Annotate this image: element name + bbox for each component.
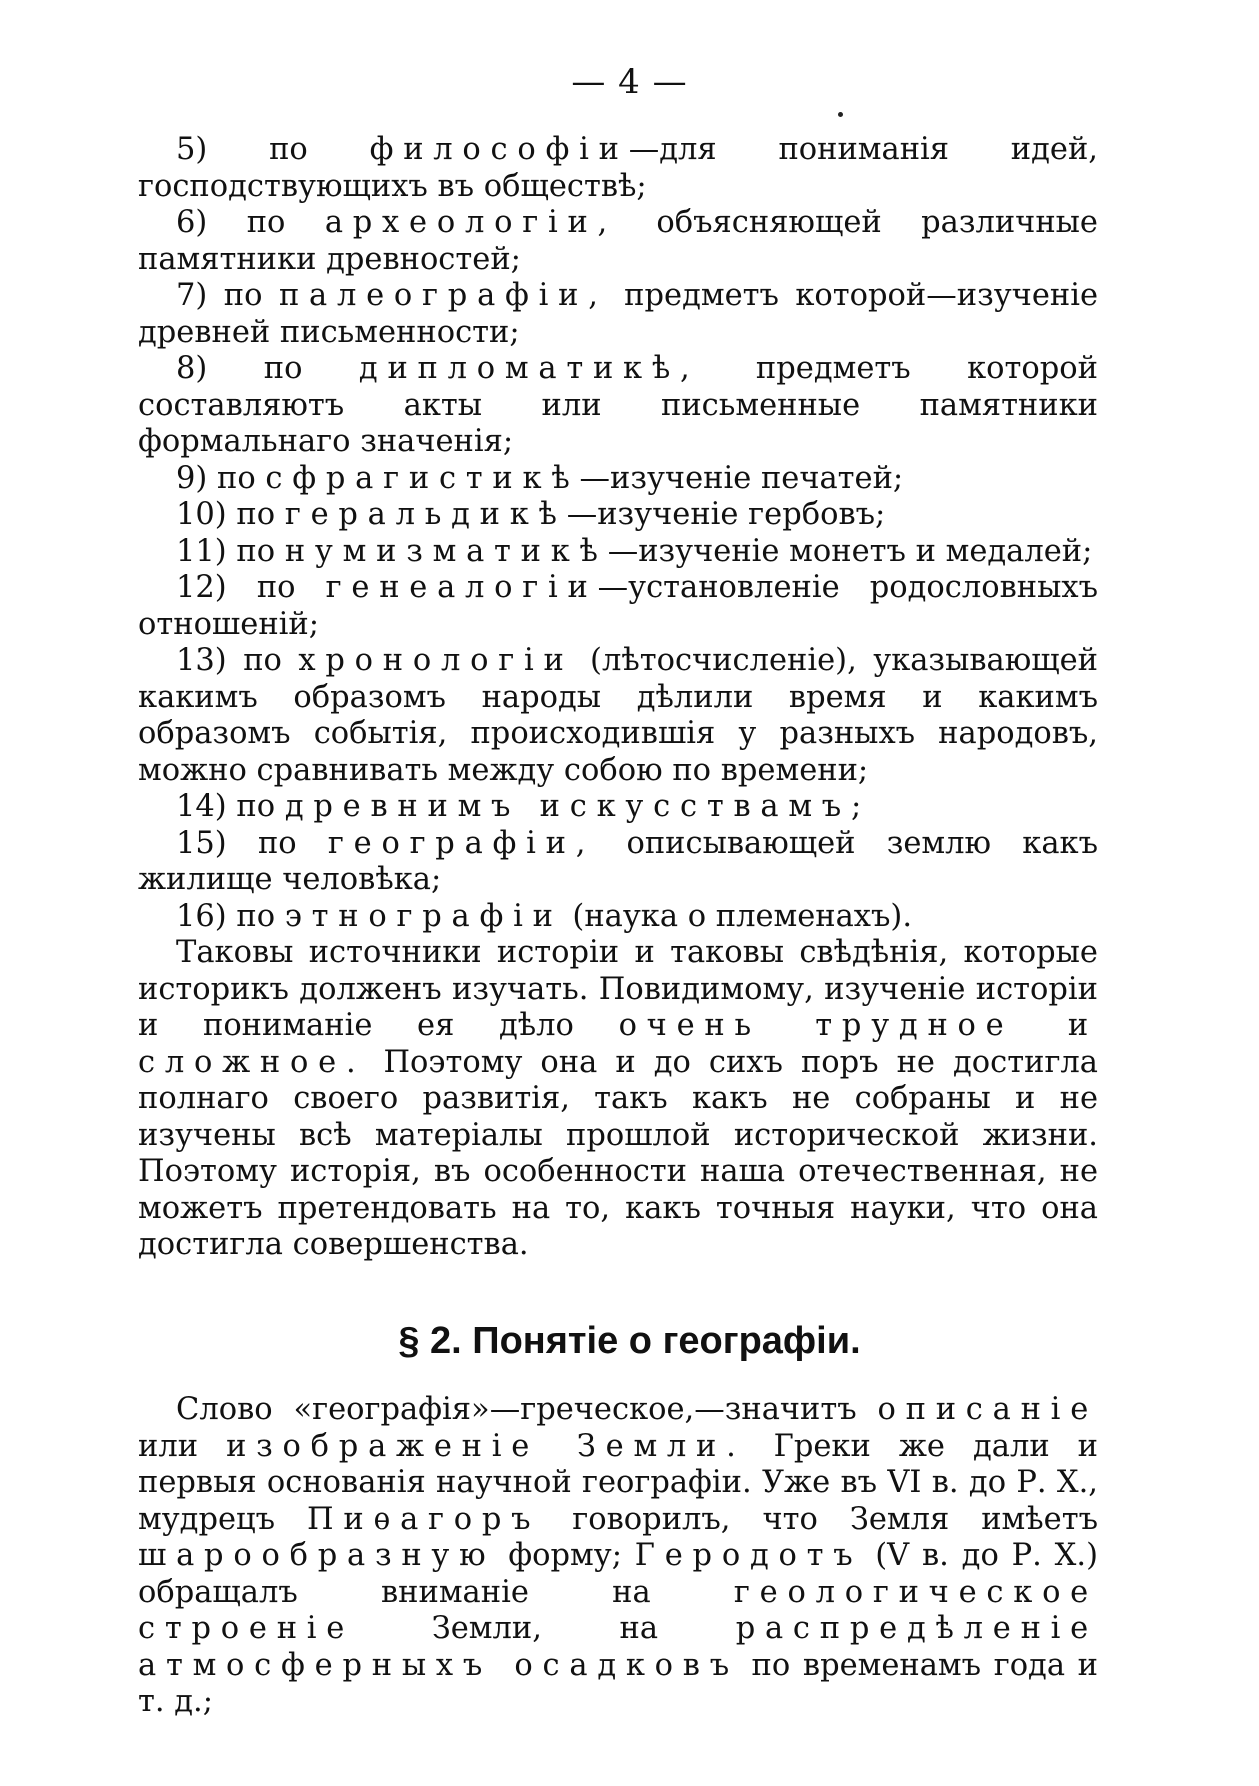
ink-speck (838, 112, 843, 117)
list-item: 13) по хронологіи (лѣтосчисленіе), указывающей какимъ образомъ народы дѣлили время и какимъ образомъ событія, происходившія у разныхъ народовъ, можно сравнивать между собою по времени; (138, 643, 1098, 788)
list-item: 8) по дипломатикѣ, предметъ которой составляютъ акты или письменные памятники формальнаго значенія; (138, 351, 1098, 459)
sources-list (138, 132, 1098, 1264)
page-number: — 4 — (571, 62, 688, 102)
list-item: 12) по генеалогіи—установленіе родословныхъ отношеній; (138, 570, 1098, 642)
geography-section (138, 1392, 1098, 1721)
closing-paragraph: Таковы источники исторіи и таковы свѣдѣнія, которые историкъ долженъ изучать. Повидимому, изученіе исторіи и пониманіе ея дѣло очень трудное и сложное. Поэтому она и до сихъ поръ не достигла полнаго своего развитія, такъ какъ не собраны и не изучены всѣ матеріалы прошлой исторической жизни. Поэтому исторія, въ особенности наша отечественная, не можетъ претендовать на то, какъ точныя науки, что она достигла совершенства. (138, 935, 1098, 1262)
list-item: 5) по философіи—для пониманія идей, господствующихъ въ обществѣ; (138, 132, 1098, 204)
list-item: 14) по древнимъ искусствамъ; (176, 789, 872, 824)
list-item: 9) по сфрагистикѣ—изученіе печатей; (176, 460, 904, 496)
geography-paragraph: Слово «географія»—греческое,—значитъ описаніе или изображеніе Земли. Греки же дали и первыя основанія научной географіи. Уже въ VI в. до Р. Х., мудрецъ Пиѳагоръ говорилъ, что Земля имѣетъ шарообразную форму; Геродотъ (V в. до Р. Х.) обращалъ вниманіе на геологическое строеніе Земли, на распредѣленіе атмосферныхъ осадковъ по временамъ года и т. д.; (138, 1392, 1099, 1719)
list-item: 16) по этнографіи (наука о племенахъ). (176, 898, 913, 934)
list-item: 6) по археологіи, объясняющей различные памятники древностей; (138, 205, 1098, 277)
list-item: 15) по географіи, описывающей землю какъ жилище человѣка; (138, 825, 1098, 897)
list-item: 7) по палеографіи, предметъ которой—изученіе древней письменности; (138, 278, 1098, 350)
list-item: 11) по нумизматикѣ—изученіе монетъ и медалей; (176, 533, 1093, 569)
section-heading: § 2. Понятіе о географіи. (398, 1320, 861, 1362)
list-item: 10) по геральдикѣ—изученіе гербовъ; (176, 497, 886, 532)
